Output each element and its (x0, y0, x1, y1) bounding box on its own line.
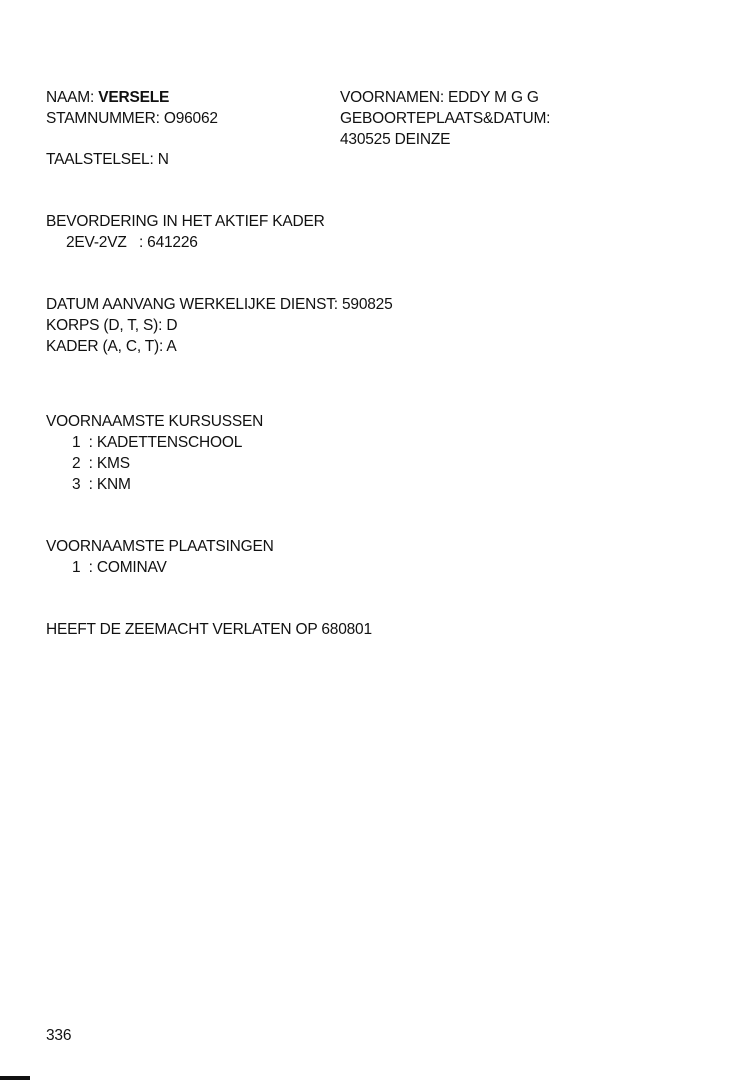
voornamen: VOORNAMEN: EDDY M G G (340, 89, 539, 106)
geboorte-label: GEBOORTEPLAATS&DATUM: (340, 110, 551, 127)
naam-line (46, 88, 169, 108)
bevordering-item: 2EV-2VZ : 641226 (66, 234, 198, 251)
page-number: 336 (46, 1027, 72, 1044)
plaatsing-item: 1 : COMINAV (72, 559, 167, 576)
corner-mark (0, 1076, 30, 1080)
geboorte-value: 430525 DEINZE (340, 131, 451, 148)
taalstelsel: TAALSTELSEL: N (46, 151, 169, 168)
kader: KADER (A, C, T): A (46, 338, 177, 355)
kursus-item: 2 : KMS (72, 455, 130, 472)
kursus-item: 3 : KNM (72, 476, 131, 493)
kursus-item: 1 : KADETTENSCHOOL (72, 434, 243, 451)
kursussen-heading: VOORNAAMSTE KURSUSSEN (46, 413, 264, 430)
datum-aanvang: DATUM AANVANG WERKELIJKE DIENST: 590825 (46, 296, 393, 313)
bevordering-heading: BEVORDERING IN HET AKTIEF KADER (46, 213, 325, 230)
zeemacht-verlaten: HEEFT DE ZEEMACHT VERLATEN OP 680801 (46, 621, 372, 638)
stamnummer: STAMNUMMER: O96062 (46, 110, 218, 127)
plaatsingen-heading: VOORNAAMSTE PLAATSINGEN (46, 538, 274, 555)
korps: KORPS (D, T, S): D (46, 317, 178, 334)
naam-label: NAAM: (46, 89, 99, 106)
naam-value: VERSELE (98, 89, 170, 106)
